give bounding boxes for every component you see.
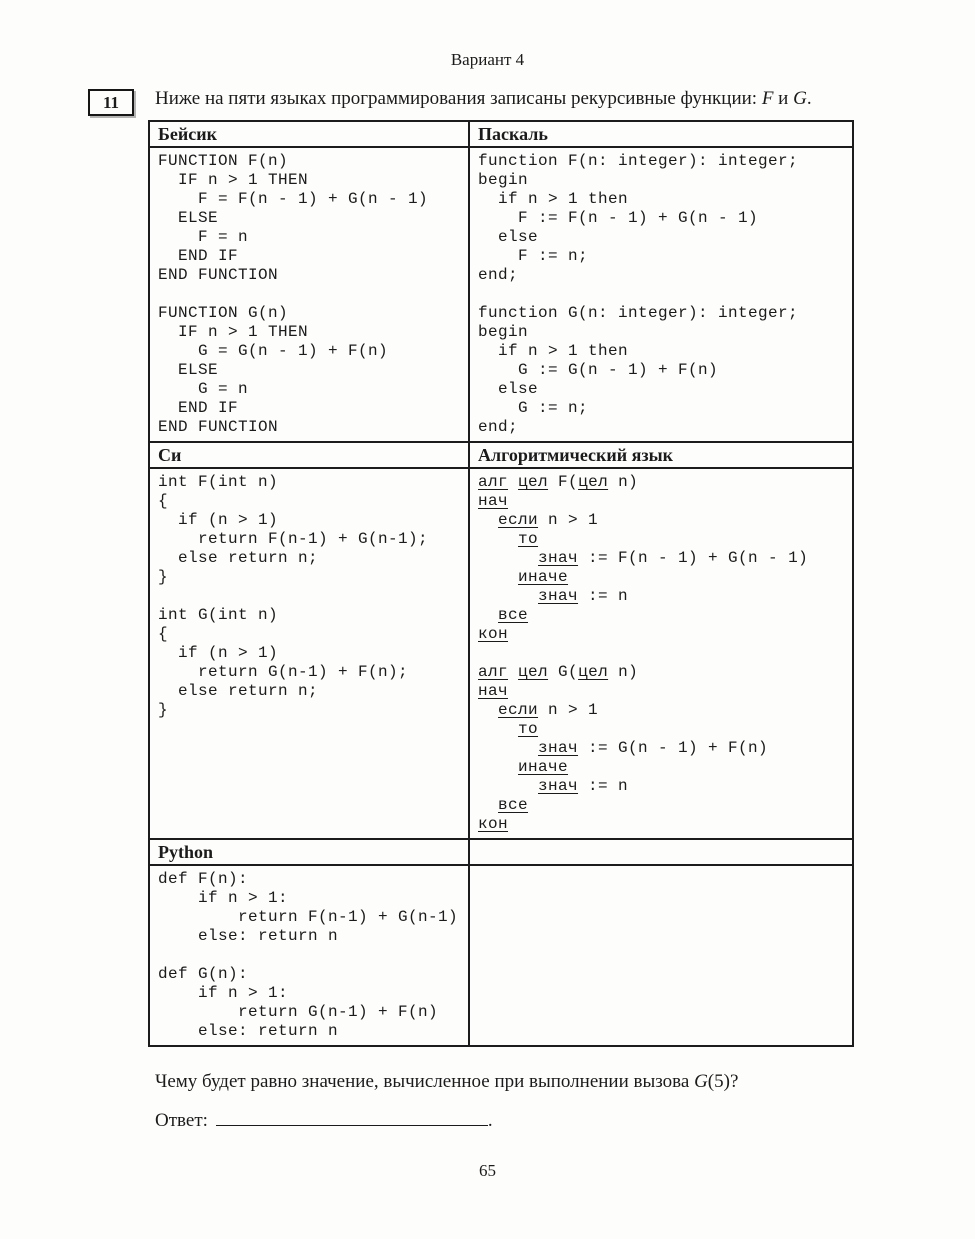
intro-conjunction: и bbox=[773, 88, 794, 109]
code-cell-empty bbox=[468, 866, 852, 1045]
table-header-row-3 bbox=[150, 838, 852, 866]
intro-period: . bbox=[806, 88, 812, 109]
table-code-row-3 bbox=[150, 866, 852, 1045]
table-code-row-2 bbox=[150, 469, 852, 838]
answer-period: . bbox=[487, 1110, 493, 1131]
page-number: 65 bbox=[479, 1161, 496, 1180]
code-cell-basic: FUNCTION F(n) IF n > 1 THEN F = F(n - 1) + G(n - 1) ELSE F = n END IF END FUNCTION FUNCTION G(n) IF n > 1 THEN G = G(n - 1) + F(n) ELSE G = n END IF END FUNCTION bbox=[158, 152, 429, 436]
table-header-row-1 bbox=[150, 122, 852, 148]
question-function-name: G bbox=[694, 1071, 708, 1092]
code-cell-python: def F(n): if n > 1: return F(n-1) + G(n-1) else: return n def G(n): if n > 1: return G(n-1) + F(n) else: return n bbox=[158, 870, 459, 1040]
answer-blank-line bbox=[216, 1107, 488, 1126]
function-f-name: F bbox=[761, 88, 774, 109]
variant-label: Вариант 4 bbox=[450, 50, 525, 69]
header-cell-algo: Алгоритмический язык bbox=[468, 443, 852, 467]
code-cell-c: int F(int n) { if (n > 1) return F(n-1) + G(n-1); else return n; } int G(int n) { if (n > 1) return G(n-1) + F(n); else return n; } bbox=[158, 473, 429, 719]
question-prefix: Чему будет равно значение, вычисленное при выполнении вызова bbox=[155, 1071, 695, 1092]
task-number-badge: 11 bbox=[88, 89, 134, 116]
header-cell-empty bbox=[468, 840, 852, 864]
task-intro bbox=[155, 88, 812, 110]
function-g-name: G bbox=[793, 88, 807, 109]
table-code-row-1 bbox=[150, 148, 852, 441]
header-cell-c: Си bbox=[158, 445, 182, 465]
question-suffix: (5)? bbox=[707, 1071, 739, 1092]
table-header-row-2 bbox=[150, 441, 852, 469]
answer-line bbox=[155, 1107, 493, 1132]
question-text bbox=[155, 1071, 738, 1093]
header-cell-basic: Бейсик bbox=[158, 124, 217, 144]
code-cell-algo: алг цел F(цел n) нач если n > 1 то знач := F(n - 1) + G(n - 1) иначе знач := n все кон алг цел G(цел n) нач если n > 1 то знач := G(n - 1) + F(n) иначе знач := n все кон bbox=[468, 469, 852, 838]
header-cell-pascal: Паскаль bbox=[468, 122, 852, 146]
intro-text: Ниже на пяти языках программирования записаны рекурсивные функции: bbox=[155, 88, 762, 109]
header-cell-python: Python bbox=[158, 842, 214, 862]
code-cell-pascal: function F(n: integer): integer; begin if n > 1 then F := F(n - 1) + G(n - 1) else F := n; end; function G(n: integer): integer; begin if n > 1 then G := G(n - 1) + F(n) else G := n; end; bbox=[468, 148, 852, 441]
code-table bbox=[148, 120, 854, 1047]
answer-label: Ответ: bbox=[155, 1110, 208, 1131]
